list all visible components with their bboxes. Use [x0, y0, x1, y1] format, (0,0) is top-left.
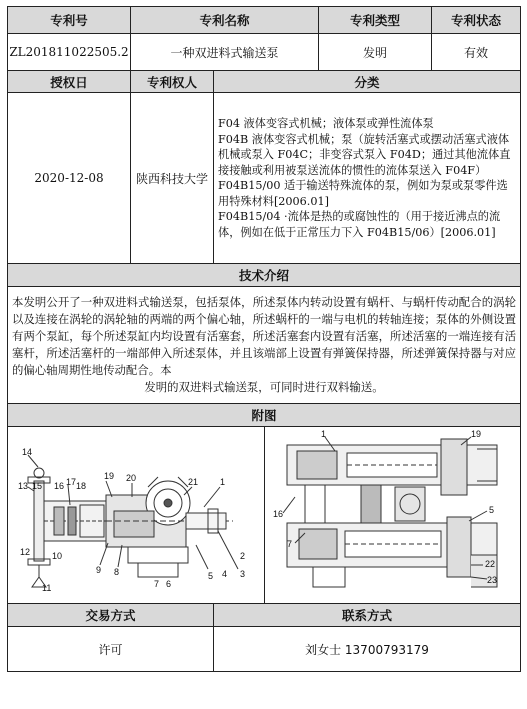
- contact-header: 联系方式: [214, 604, 521, 627]
- left-fig-label: 6: [166, 579, 172, 589]
- figure-right: [265, 427, 521, 603]
- patent-type-header: 专利类型: [319, 7, 432, 34]
- classification-list: [214, 93, 521, 264]
- right-fig-label: 7: [286, 539, 292, 549]
- tech-intro-header: 技术介绍: [8, 264, 521, 287]
- left-fig-label: 8: [114, 567, 120, 577]
- right-fig-label: 23: [486, 575, 497, 585]
- classification-item: F04B15/04 ·流体是热的或腐蚀性的（用于接近沸点的流体，例如在低于正常压力下入 F04B15/06）[2006.01]: [218, 210, 501, 239]
- patent-info-table: [7, 6, 521, 672]
- right-fig-label: 19: [470, 429, 481, 439]
- pump-side-drawing: [8, 427, 264, 603]
- tech-intro-text: [8, 287, 521, 404]
- right-fig-label: 16: [272, 509, 283, 519]
- left-fig-label: 10: [52, 551, 63, 561]
- patent-name-header: 专利名称: [131, 7, 319, 34]
- left-fig-label: 12: [20, 547, 31, 557]
- patent-status-header: 专利状态: [432, 7, 521, 34]
- patent-type: 发明: [319, 34, 432, 71]
- patent-number: ZL201811022505.2: [8, 34, 131, 71]
- left-fig-label: 20: [126, 473, 137, 483]
- left-fig-label: 16: [54, 481, 65, 491]
- classification-item: F04B 液体变容式机械；泵（旋转活塞式或摆动活塞式液体机械或泵入 F04C；非变容式泵入 F04D；通过其他流体直接接触或利用被泵送流体的惯性的流体泵送入 F04F）: [218, 132, 511, 177]
- left-fig-label: 4: [222, 569, 228, 579]
- patent-no-header: 专利号: [8, 7, 131, 34]
- left-fig-label: 13: [18, 481, 29, 491]
- figure-left: [8, 427, 265, 603]
- trade-mode-header: 交易方式: [8, 604, 214, 627]
- classification-item: F04 液体变容式机械；液体泵或弹性流体泵: [218, 117, 434, 130]
- right-fig-label: 5: [488, 505, 494, 515]
- tech-intro-body: 本发明公开了一种双进料式输送泵，包括泵体，所述泵体内转动设置有蜗杆、与蜗杆传动配合的涡轮以及连接在涡轮的涡轮轴的两端的两个偏心轴，所述蜗杆的一端与电机的转轴连接；泵体的外侧设置有两个泵缸，每个所述泵缸内均设置有活塞套，所述活塞套内设置有活塞，所述活塞的一端连接有活塞杆，所述活塞杆的一端部伸入所述泵体，并且该端部上设置有弹簧保持器，所述弹簧保持器与对应的偏心轴周期性地传动配合。本: [12, 295, 517, 377]
- left-fig-label: 3: [240, 569, 246, 579]
- patent-status: 有效: [432, 34, 521, 71]
- left-fig-label: 18: [76, 481, 87, 491]
- left-fig-label: 5: [208, 571, 214, 581]
- classification-header: 分类: [214, 71, 521, 93]
- left-fig-label: 17: [66, 477, 77, 487]
- right-fig-label: 22: [484, 559, 495, 569]
- left-fig-label: 9: [96, 565, 102, 575]
- left-fig-label: 1: [220, 477, 226, 487]
- left-fig-label: 19: [104, 471, 115, 481]
- grant-date: 2020-12-08: [8, 93, 131, 264]
- patent-holder: 陕西科技大学: [131, 93, 214, 264]
- figures-row: [8, 427, 521, 604]
- patent-name: 一种双进料式输送泵: [131, 34, 319, 71]
- left-fig-label: 7: [154, 579, 160, 589]
- classification-item: F04B15/00 适于输送特殊流体的泵，例如为泵或泵零件选用特殊材料[2006.01]: [218, 179, 508, 208]
- left-fig-label: 2: [240, 551, 246, 561]
- grant-date-header: 授权日: [8, 71, 131, 93]
- tech-intro-last-line: 发明的双进料式输送泵，可同时进行双料输送。: [144, 380, 384, 394]
- left-fig-label: 21: [188, 477, 199, 487]
- left-fig-label: 11: [42, 583, 52, 593]
- left-fig-label: 15: [32, 481, 43, 491]
- figures-header: 附图: [8, 404, 521, 427]
- trade-mode: 许可: [8, 627, 214, 672]
- holder-header: 专利权人: [131, 71, 214, 93]
- right-fig-label: 1: [320, 429, 326, 439]
- pump-section-drawing: [265, 427, 521, 603]
- contact-info: 刘女士 13700793179: [214, 627, 521, 672]
- left-fig-label: 14: [22, 447, 33, 457]
